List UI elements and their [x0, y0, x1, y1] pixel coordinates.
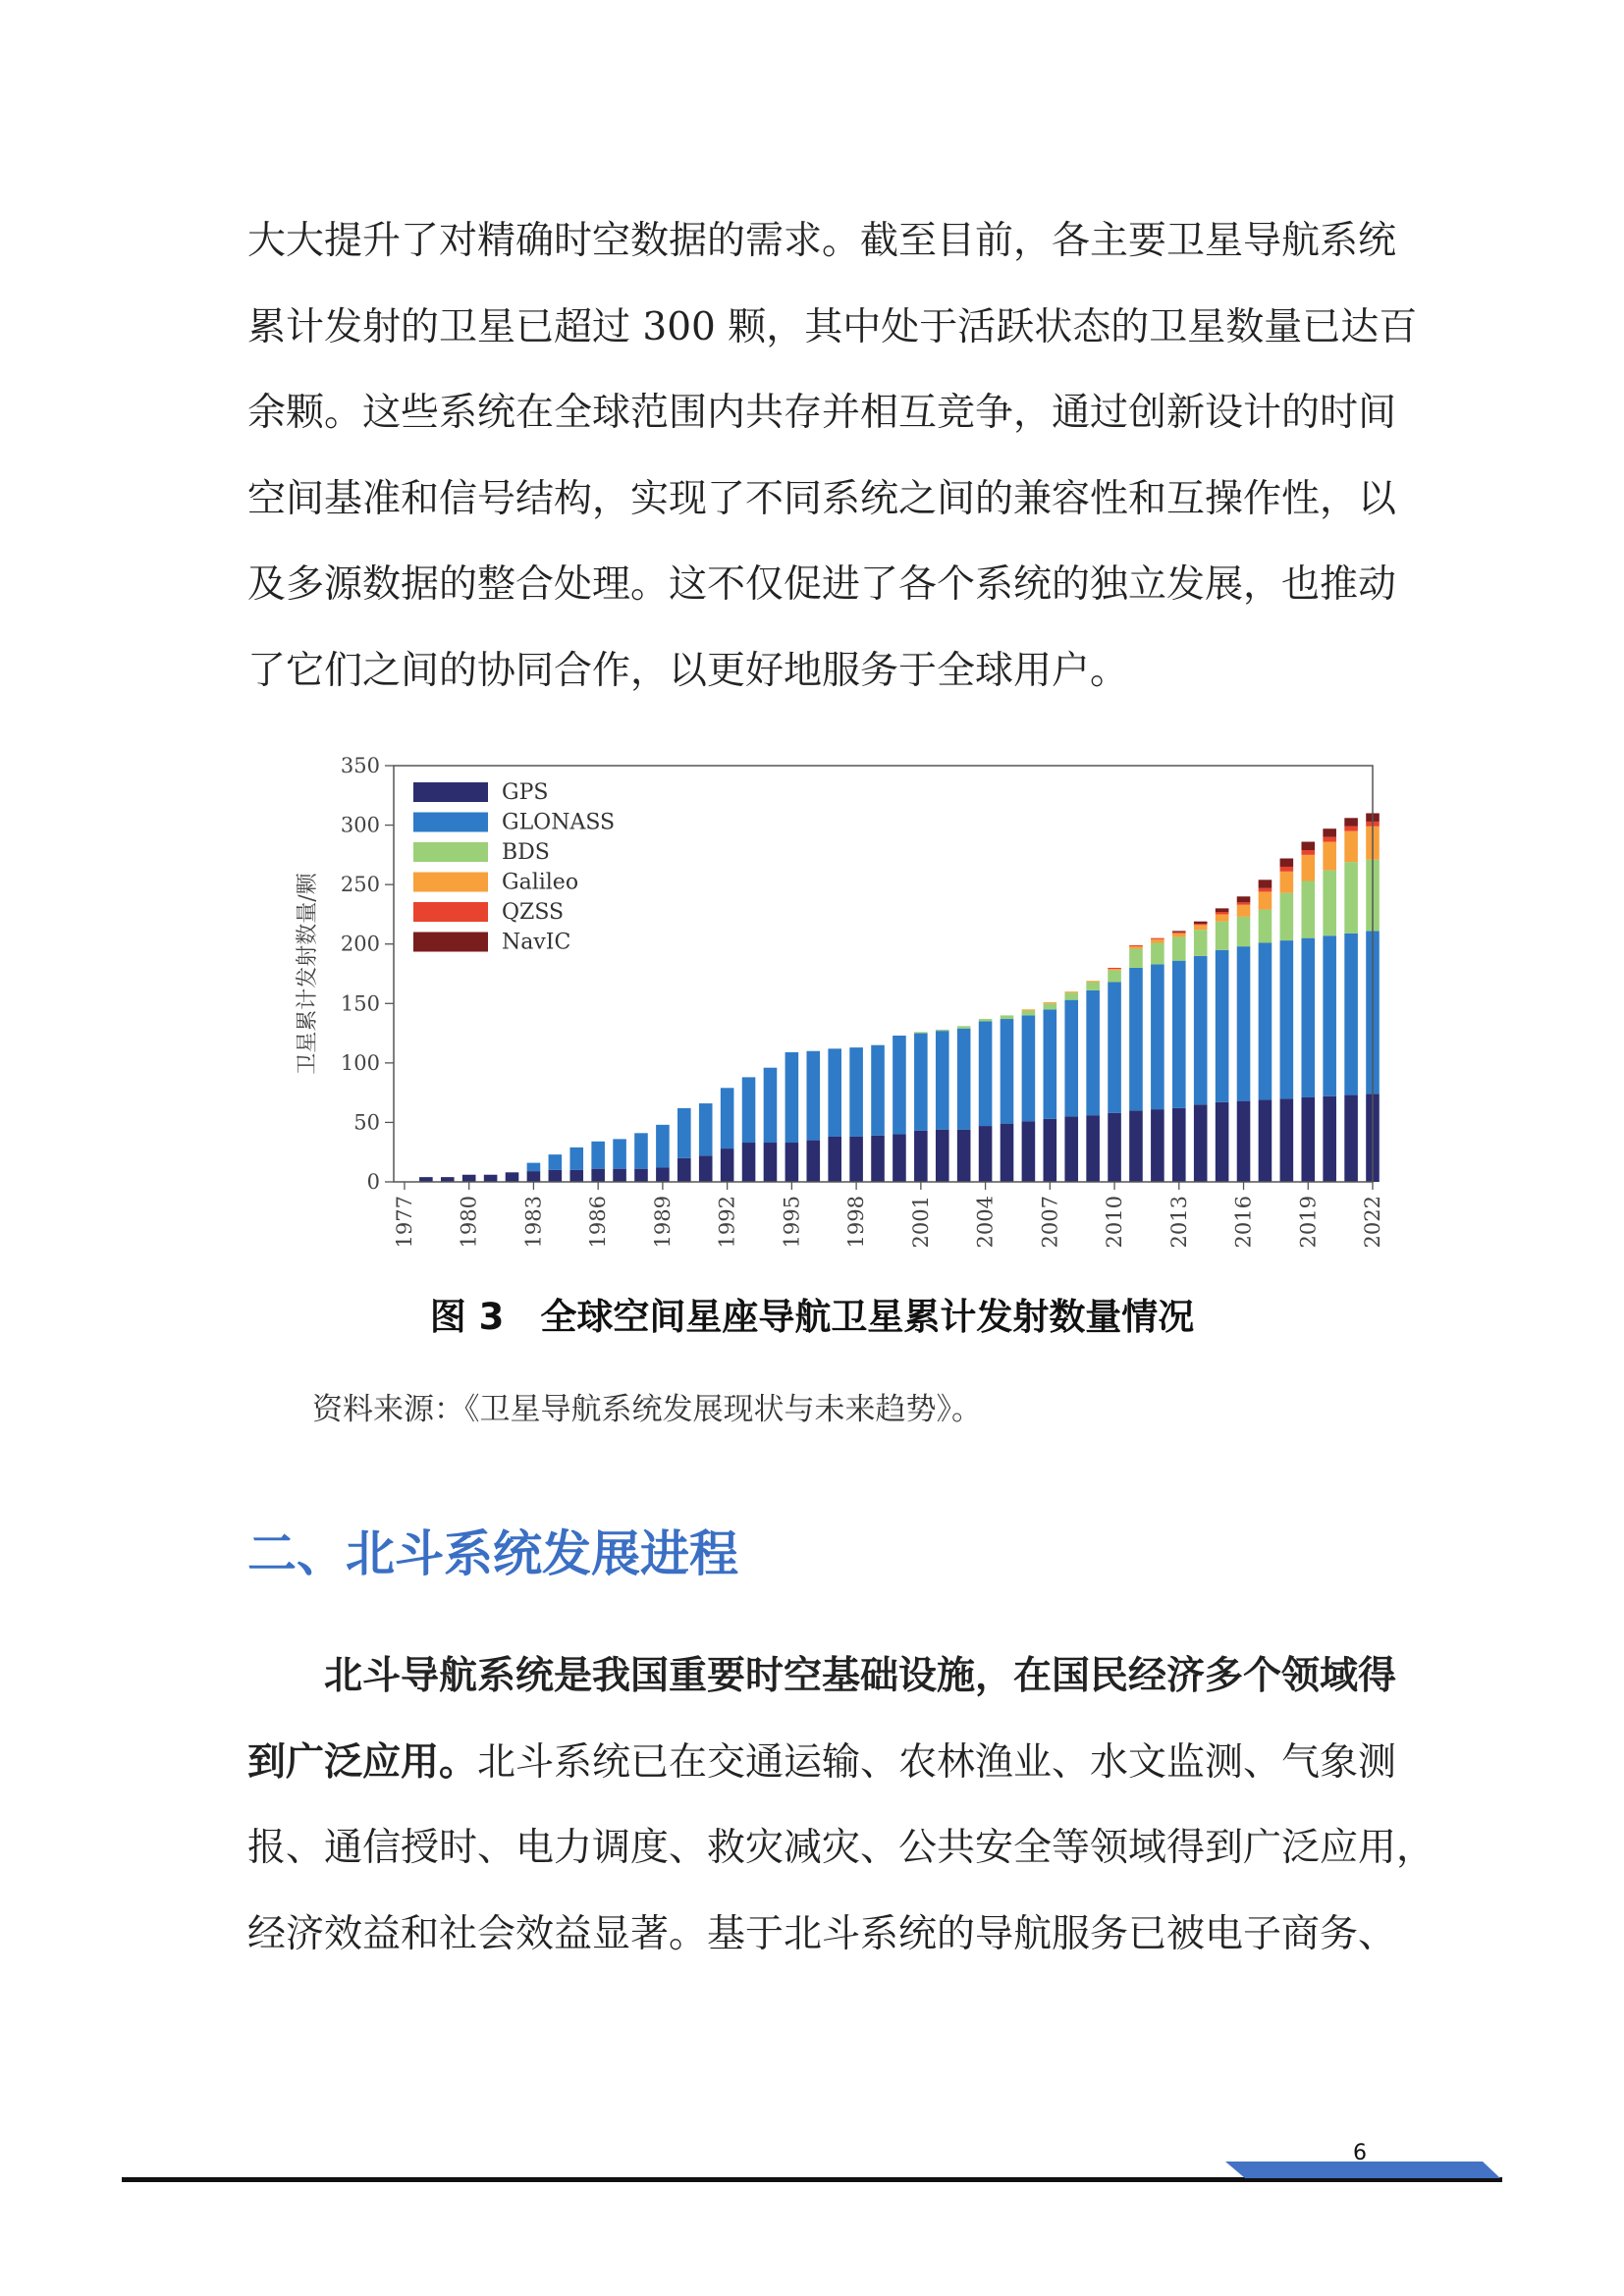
- bar-galileo-2013: [1172, 934, 1186, 937]
- bar-glonass-2015: [1216, 950, 1229, 1102]
- bar-glonass-1995: [785, 1052, 799, 1143]
- bar-bds-2002: [936, 1030, 949, 1031]
- bar-navic-2020: [1323, 828, 1336, 836]
- bar-bds-2014: [1194, 930, 1208, 956]
- paragraph-line: 及多源数据的整合处理。这不仅促进了各个系统的独立发展，也推动: [247, 562, 1397, 607]
- bar-bds-2003: [957, 1026, 971, 1028]
- paragraph-line: 累计发射的卫星已超过 300 颗，其中处于活跃状态的卫星数量已达百: [247, 304, 1418, 349]
- bar-qzss-2013: [1172, 933, 1186, 934]
- y-tick-label: 250: [340, 873, 380, 897]
- y-tick-label: 50: [353, 1110, 380, 1135]
- bar-glonass-2019: [1301, 938, 1315, 1097]
- bar-gps-1984: [549, 1170, 563, 1182]
- legend-label-navic: NavIC: [502, 930, 571, 955]
- bar-gps-2005: [1001, 1124, 1014, 1182]
- x-tick-label: 2019: [1296, 1196, 1321, 1249]
- bar-bds-2017: [1259, 910, 1272, 943]
- bar-glonass-1988: [634, 1133, 648, 1168]
- bar-qzss-2011: [1129, 945, 1143, 946]
- bar-gps-1993: [742, 1143, 756, 1182]
- bar-glonass-2013: [1172, 961, 1186, 1108]
- figure-source: 资料来源：《卫星导航系统发展现状与未来趋势》。: [312, 1392, 982, 1427]
- bar-gps-2004: [979, 1126, 993, 1182]
- bar-gps-2020: [1323, 1096, 1336, 1182]
- y-axis-ticks: [341, 754, 394, 1194]
- bar-navic-2014: [1194, 922, 1208, 924]
- legend-swatch-gps: [413, 782, 488, 802]
- bar-glonass-2016: [1237, 946, 1251, 1100]
- chart-bars: [419, 810, 1380, 1182]
- bar-glonass-2010: [1108, 982, 1121, 1112]
- y-tick-label: 0: [366, 1170, 380, 1194]
- bar-glonass-1993: [742, 1077, 756, 1143]
- legend-swatch-galileo: [413, 873, 488, 892]
- bar-gps-2003: [957, 1130, 971, 1182]
- page-number: 6: [1353, 2141, 1367, 2165]
- x-tick-label: 1992: [715, 1196, 739, 1249]
- bar-gps-1996: [806, 1141, 820, 1182]
- bar-bds-2010: [1108, 970, 1121, 982]
- bar-gps-1998: [849, 1137, 863, 1182]
- paragraph-line: 了它们之间的协同合作，以更好地服务于全球用户。: [247, 648, 1129, 693]
- paragraph-line: [247, 1633, 1397, 1720]
- bar-bds-2011: [1129, 949, 1143, 968]
- bar-gps-1980: [462, 1175, 476, 1182]
- bar-galileo-2008: [1064, 991, 1078, 992]
- bar-qzss-2019: [1301, 850, 1315, 855]
- bar-gps-1995: [785, 1143, 799, 1182]
- bar-glonass-1999: [871, 1045, 885, 1136]
- bar-galileo-2016: [1237, 905, 1251, 917]
- bar-gps-1988: [634, 1169, 648, 1182]
- section-heading: 二、北斗系统发展进程: [247, 1525, 738, 1582]
- bar-gps-2000: [893, 1135, 906, 1182]
- bar-bds-2006: [1022, 1011, 1036, 1016]
- paragraph-line: 经济效益和社会效益显著。基于北斗系统的导航服务已被电子商务、: [247, 1911, 1397, 1956]
- bar-glonass-1992: [721, 1088, 734, 1148]
- bar-galileo-2019: [1301, 855, 1315, 881]
- paragraph-line: 大大提升了对精确时空数据的需求。截至目前，各主要卫星导航系统: [247, 219, 1397, 263]
- legend-swatch-qzss: [413, 902, 488, 922]
- bar-galileo-2011: [1129, 946, 1143, 948]
- bar-glonass-1998: [849, 1047, 863, 1137]
- bar-bds-2015: [1216, 922, 1229, 950]
- bar-bds-2009: [1086, 982, 1100, 989]
- satellite-launch-chart: [285, 748, 1394, 1268]
- x-tick-label: 2004: [973, 1196, 998, 1249]
- bar-glonass-2008: [1064, 1000, 1078, 1117]
- bar-gps-2006: [1022, 1121, 1036, 1182]
- bar-glonass-2011: [1129, 968, 1143, 1110]
- bar-glonass-2001: [914, 1034, 928, 1131]
- bold-lead-text: 北斗导航系统是我国重要时空基础设施，在国民经济多个领域得: [324, 1654, 1397, 1698]
- x-tick-label: 1977: [392, 1196, 416, 1249]
- bar-glonass-1983: [527, 1163, 541, 1171]
- bar-glonass-1990: [677, 1108, 691, 1158]
- bar-glonass-1989: [656, 1125, 670, 1168]
- x-tick-label: 2007: [1038, 1196, 1062, 1249]
- y-tick-label: 100: [340, 1050, 380, 1075]
- bar-glonass-2006: [1022, 1015, 1036, 1121]
- bar-navic-2018: [1280, 858, 1294, 866]
- bar-glonass-1991: [699, 1103, 713, 1155]
- y-axis-label: 卫星累计发射数量/颗: [296, 873, 320, 1075]
- bar-gps-1990: [677, 1158, 691, 1182]
- bar-galileo-2021: [1344, 831, 1358, 862]
- bar-galileo-2018: [1280, 872, 1294, 893]
- x-tick-label: 2001: [908, 1196, 933, 1249]
- bar-gps-1982: [506, 1172, 519, 1182]
- bar-glonass-2000: [893, 1036, 906, 1135]
- legend-label-gps: GPS: [502, 780, 549, 805]
- bar-gps-1991: [699, 1155, 713, 1182]
- bar-bds-2005: [1001, 1015, 1014, 1019]
- paragraph-line: 余颗。这些系统在全球范围内共存并相互竞争，通过创新设计的时间: [247, 391, 1397, 435]
- bar-gps-2011: [1129, 1110, 1143, 1182]
- x-tick-label: 1983: [521, 1196, 546, 1249]
- bar-bds-2016: [1237, 917, 1251, 946]
- y-tick-label: 150: [340, 991, 380, 1016]
- bar-gps-2014: [1194, 1104, 1208, 1182]
- bar-galileo-2020: [1323, 842, 1336, 871]
- bar-galileo-2009: [1086, 981, 1100, 982]
- bar-galileo-2017: [1259, 891, 1272, 909]
- bar-bds-2013: [1172, 936, 1186, 960]
- bar-bds-2004: [979, 1019, 993, 1021]
- bar-gps-1985: [569, 1170, 583, 1182]
- legend-swatch-glonass: [413, 813, 488, 832]
- bar-glonass-2012: [1151, 964, 1164, 1109]
- bold-lead-text: 到广泛应用。: [247, 1739, 478, 1785]
- y-tick-label: 300: [340, 813, 380, 837]
- chart-canvas: [285, 748, 1394, 1268]
- bar-gps-1992: [721, 1148, 734, 1182]
- bar-qzss-2014: [1194, 924, 1208, 925]
- bar-gps-2008: [1064, 1116, 1078, 1182]
- bar-gps-2019: [1301, 1097, 1315, 1182]
- bar-glonass-2005: [1001, 1019, 1014, 1124]
- x-tick-label: 2022: [1361, 1196, 1384, 1249]
- bar-navic-2015: [1216, 908, 1229, 912]
- bar-bds-2019: [1301, 881, 1315, 938]
- bar-qzss-2016: [1237, 902, 1251, 904]
- bar-galileo-2010: [1108, 969, 1121, 970]
- bar-gps-2013: [1172, 1108, 1186, 1182]
- bar-glonass-2020: [1323, 935, 1336, 1096]
- bar-glonass-2014: [1194, 956, 1208, 1104]
- bar-gps-2010: [1108, 1113, 1121, 1182]
- x-tick-label: 1989: [650, 1196, 675, 1249]
- x-tick-label: 2013: [1166, 1196, 1191, 1249]
- legend-label-glonass: GLONASS: [502, 810, 616, 835]
- bar-bds-2020: [1323, 871, 1336, 936]
- bar-gps-2009: [1086, 1115, 1100, 1182]
- legend-label-qzss: QZSS: [502, 900, 565, 925]
- bar-glonass-2003: [957, 1029, 971, 1130]
- bar-gps-1997: [828, 1137, 841, 1182]
- bar-galileo-2006: [1022, 1009, 1036, 1010]
- bar-galileo-2007: [1044, 1002, 1057, 1003]
- legend-swatch-navic: [413, 933, 488, 952]
- bar-glonass-1986: [591, 1142, 605, 1169]
- figure-caption: 图 3 全球空间星座导航卫星累计发射数量情况: [429, 1296, 1195, 1338]
- bar-gps-2002: [936, 1130, 949, 1182]
- body-paragraph-1: [247, 198, 1418, 714]
- bar-glonass-2018: [1280, 940, 1294, 1098]
- bar-glonass-2009: [1086, 990, 1100, 1115]
- bar-galileo-2014: [1194, 925, 1208, 930]
- bar-gps-1983: [527, 1171, 541, 1182]
- bar-bds-2008: [1064, 992, 1078, 999]
- chart-legend: [413, 780, 615, 955]
- bar-gps-1987: [613, 1169, 626, 1182]
- bar-navic-2017: [1259, 880, 1272, 887]
- bar-gps-1994: [764, 1143, 778, 1182]
- bar-navic-2013: [1172, 931, 1186, 932]
- bar-gps-2012: [1151, 1109, 1164, 1182]
- bar-bds-2021: [1344, 862, 1358, 934]
- bar-gps-2007: [1044, 1119, 1057, 1182]
- bar-gps-2018: [1280, 1098, 1294, 1182]
- bar-bds-2001: [914, 1032, 928, 1033]
- bar-glonass-2002: [936, 1031, 949, 1130]
- bar-glonass-1985: [569, 1148, 583, 1170]
- y-tick-label: 350: [340, 754, 380, 777]
- x-tick-label: 1998: [844, 1196, 869, 1249]
- bar-glonass-2007: [1044, 1009, 1057, 1118]
- bar-glonass-1984: [549, 1154, 563, 1170]
- bar-qzss-2015: [1216, 912, 1229, 914]
- bar-bds-2018: [1280, 893, 1294, 940]
- paragraph-text: 北斗系统已在交通运输、农林渔业、水文监测、气象测: [477, 1739, 1397, 1785]
- bar-navic-2019: [1301, 842, 1315, 850]
- bar-galileo-2012: [1151, 939, 1164, 943]
- bar-glonass-1994: [764, 1068, 778, 1143]
- bar-qzss-2017: [1259, 888, 1272, 892]
- bar-glonass-1987: [613, 1139, 626, 1168]
- x-tick-label: 1980: [457, 1196, 481, 1249]
- bar-gps-1981: [484, 1175, 498, 1182]
- y-tick-label: 200: [340, 932, 380, 956]
- paragraph-line: [247, 1720, 1397, 1806]
- bar-gps-2016: [1237, 1101, 1251, 1182]
- x-tick-label: 2010: [1103, 1196, 1127, 1249]
- bar-qzss-2018: [1280, 867, 1294, 872]
- bar-glonass-2021: [1344, 934, 1358, 1095]
- x-axis-ticks: [393, 1182, 1384, 1248]
- bar-gps-2001: [914, 1131, 928, 1182]
- bar-qzss-2020: [1323, 837, 1336, 842]
- bar-glonass-1996: [806, 1051, 820, 1141]
- paragraph-line: 空间基准和信号结构，实现了不同系统之间的兼容性和互操作性，以: [247, 476, 1397, 521]
- bar-gps-2015: [1216, 1102, 1229, 1182]
- bar-gps-2017: [1259, 1099, 1272, 1182]
- bar-galileo-2015: [1216, 914, 1229, 921]
- bar-navic-2021: [1344, 818, 1358, 826]
- bar-gps-2021: [1344, 1095, 1358, 1182]
- bar-glonass-2017: [1259, 943, 1272, 1100]
- bar-glonass-2004: [979, 1021, 993, 1126]
- legend-label-galileo: Galileo: [502, 870, 579, 895]
- x-tick-label: 1995: [780, 1196, 804, 1249]
- bar-bds-2012: [1151, 943, 1164, 965]
- bar-qzss-2021: [1344, 827, 1358, 831]
- bar-qzss-2010: [1108, 968, 1121, 969]
- bar-gps-1986: [591, 1169, 605, 1182]
- bar-glonass-1997: [828, 1048, 841, 1137]
- bar-qzss-2012: [1151, 938, 1164, 939]
- bar-gps-1989: [656, 1167, 670, 1182]
- x-tick-label: 2016: [1231, 1196, 1256, 1249]
- x-tick-label: 1986: [586, 1196, 611, 1249]
- bar-gps-1999: [871, 1136, 885, 1182]
- legend-swatch-bds: [413, 842, 488, 862]
- bar-bds-2007: [1044, 1003, 1057, 1009]
- paragraph-line: 报、通信授时、电力调度、救灾减灾、公共安全等领域得到广泛应用，: [247, 1826, 1435, 1870]
- body-paragraph-2: [247, 1633, 1435, 1977]
- legend-label-bds: BDS: [502, 840, 550, 865]
- bar-navic-2016: [1237, 896, 1251, 902]
